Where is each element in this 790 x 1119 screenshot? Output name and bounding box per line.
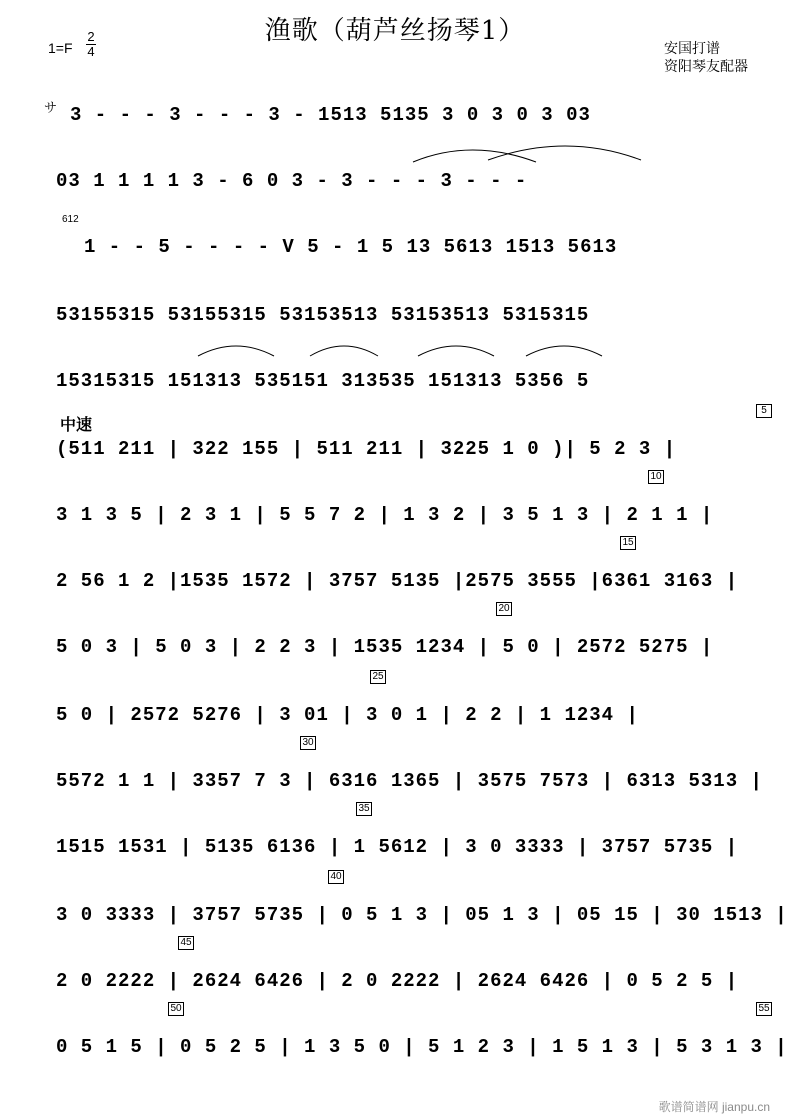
notation-row — [56, 603, 766, 658]
measure-number: 30 — [300, 736, 316, 750]
measure-number: 35 — [356, 802, 372, 816]
notation-row — [56, 671, 766, 726]
credit-transcriber: 安国打谱 — [664, 40, 720, 56]
sextuplet-arc — [308, 342, 380, 358]
notation-line: 3 1 3 5 | 2 3 1 | 5 5 7 2 | 1 3 2 | 3 5 1 3 | 2 1 1 | — [56, 504, 714, 526]
notation-row — [56, 871, 788, 926]
measure-number: 20 — [496, 602, 512, 616]
sextuplet-arc — [416, 342, 496, 358]
measure-number: 45 — [178, 936, 194, 950]
credit-arranger: 资阳琴友配器 — [664, 58, 748, 74]
notation-row — [84, 222, 790, 258]
notation-row — [56, 537, 766, 592]
notation-row — [56, 356, 766, 392]
notation-row — [56, 1003, 788, 1058]
tempo-mark: 中速 — [60, 417, 93, 434]
measure-number: 10 — [648, 470, 664, 484]
notation-row — [56, 803, 766, 858]
notation-row — [56, 937, 766, 992]
notation-line: 5 0 3 | 5 0 3 | 2 2 3 | 1535 1234 | 5 0 | 2572 5275 | — [56, 636, 714, 658]
notation-line: 3 0 3333 | 3757 5735 | 0 5 1 3 | 05 1 3 | 05 15 | 30 1513 | — [56, 904, 788, 926]
notation-line: 1 - - 5 - - - - V 5 - 1 5 13 5613 1513 5613 — [84, 236, 618, 258]
sextuplet-arc — [196, 342, 276, 358]
notation-line: 5572 1 1 | 3357 7 3 | 6316 1365 | 3575 7573 | 6313 5313 | — [56, 770, 763, 792]
meter-top: 2 — [87, 29, 95, 44]
notation-line: 2 0 2222 | 2624 6426 | 2 0 2222 | 2624 6426 | 0 5 2 5 | — [56, 970, 739, 992]
score-title: 渔歌（葫芦丝扬琴1） — [264, 16, 526, 46]
notation-line: 3 - - - 3 - - - 3 - 1513 5135 3 0 3 0 3 03 — [70, 104, 591, 126]
time-signature — [86, 30, 96, 59]
notation-line: 2 56 1 2 |1535 1572 | 3757 5135 |2575 3555 |6361 3163 | — [56, 570, 739, 592]
notation-line: 5 0 | 2572 5276 | 3 01 | 3 0 1 | 2 2 | 1 1234 | — [56, 704, 639, 726]
notation-row — [70, 90, 780, 126]
notation-row — [56, 156, 766, 192]
tie-arc — [486, 140, 646, 164]
notation-row — [56, 471, 766, 526]
measure-number: 50 — [168, 1002, 184, 1016]
notation-line: 0 5 1 5 | 0 5 2 5 | 1 3 5 0 | 5 1 2 3 | 1 5 1 3 | 5 3 1 3 | — [56, 1036, 788, 1058]
measure-number: 15 — [620, 536, 636, 550]
notation-line: 53155315 53155315 53153513 53153513 5315315 — [56, 304, 590, 326]
grace-note: 612 — [62, 214, 79, 225]
sanban-mark: サ — [44, 100, 58, 115]
notation-line: (511 211 | 322 155 | 511 211 | 3225 1 0 )| 5 2 3 | — [56, 438, 677, 460]
measure-number: 55 — [756, 1002, 772, 1016]
notation-row — [56, 737, 766, 792]
notation-row — [56, 290, 766, 326]
measure-number: 5 — [756, 404, 772, 418]
sextuplet-arc — [524, 342, 604, 358]
watermark-footer: 歌谱简谱网 jianpu.cn — [658, 1100, 770, 1114]
notation-line: 1515 1531 | 5135 6136 | 1 5612 | 3 0 3333 | 3757 5735 | — [56, 836, 739, 858]
key-signature: 1=F — [48, 40, 73, 56]
notation-line: 03 1 1 1 1 3 - 6 0 3 - 3 - - - 3 - - - — [56, 170, 528, 192]
notation-row — [56, 405, 767, 460]
measure-number: 40 — [328, 870, 344, 884]
measure-number: 25 — [370, 670, 386, 684]
notation-line: 15315315 151313 535151 313535 151313 5356 5 — [56, 370, 590, 392]
meter-bottom: 4 — [87, 44, 95, 59]
